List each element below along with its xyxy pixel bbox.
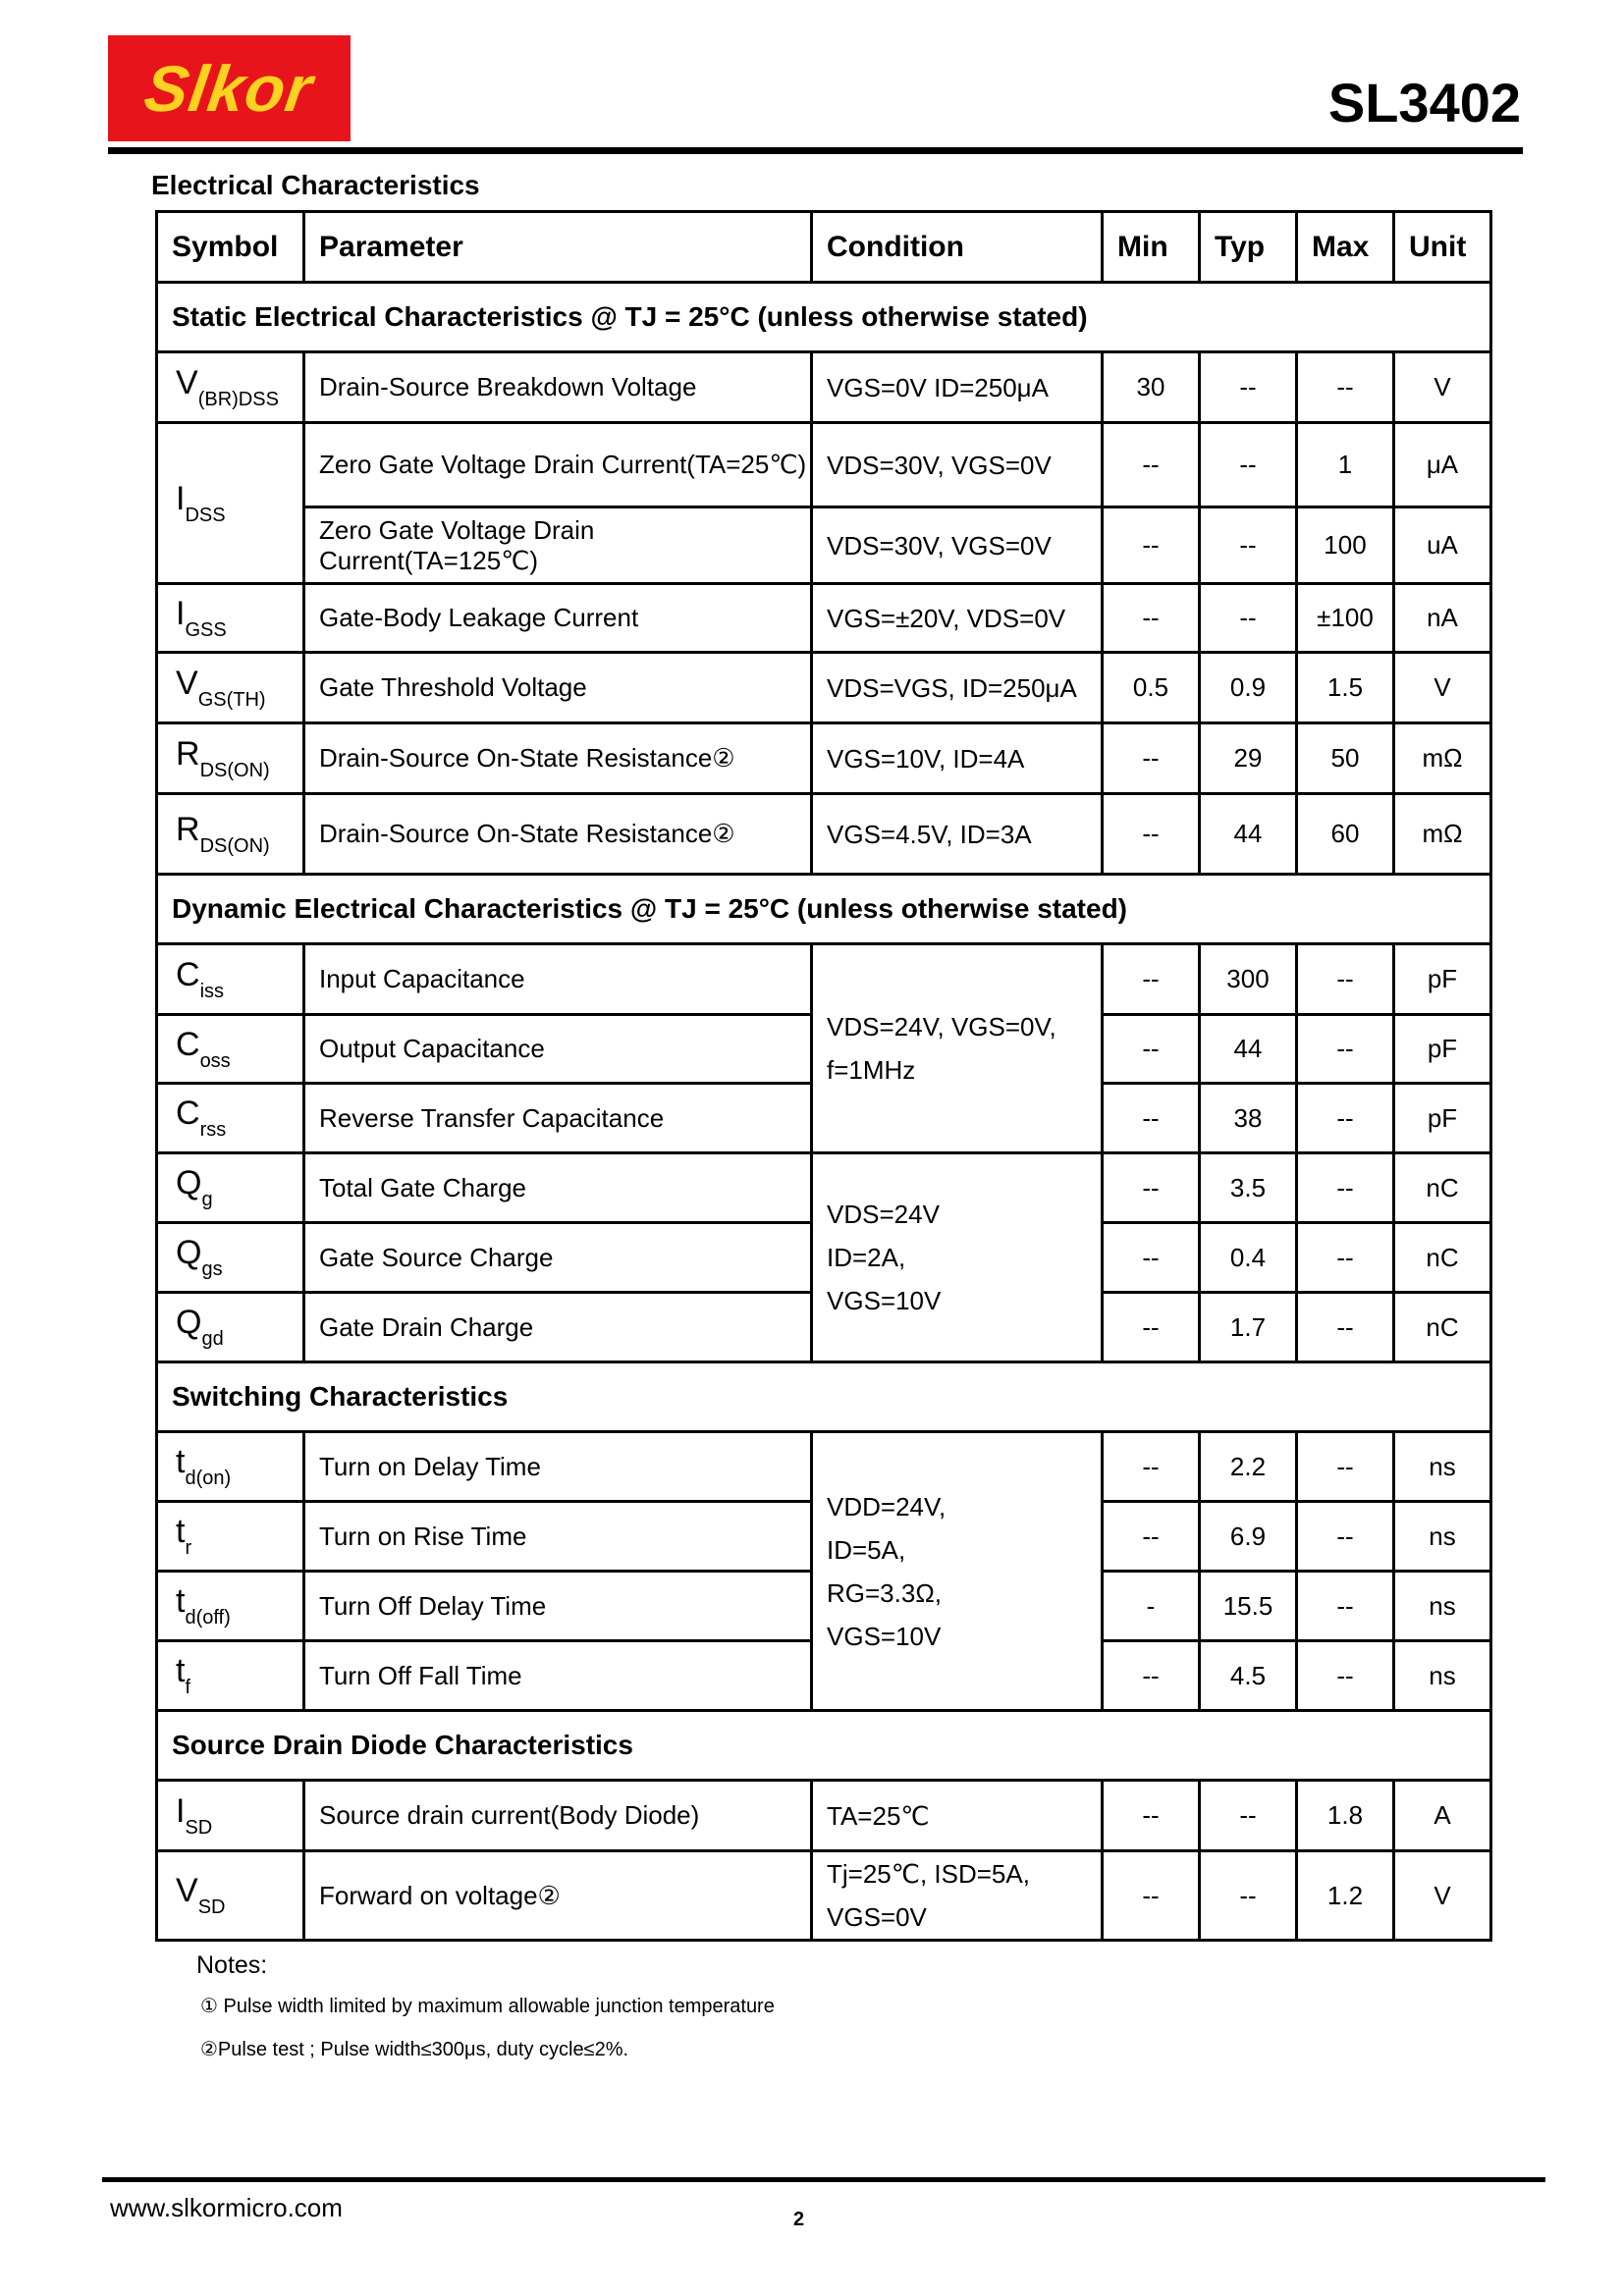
unit-cell: ns [1394,1641,1491,1711]
symbol-cell: $Q_{gs}$ [157,1223,304,1293]
symbol-cell: $R_{DS(ON)}$ [157,723,304,794]
table-row [157,653,1491,723]
col-unit: Unit [1394,212,1491,283]
typ-cell: 0.9 [1200,653,1297,723]
min-cell: -- [1103,584,1200,653]
table-row [157,944,1491,1015]
min-cell: -- [1103,1084,1200,1153]
note-2: ②Pulse test ; Pulse width≤300μs, duty cycle≤2%. [200,2039,629,2060]
typ-cell: -- [1200,507,1297,584]
col-typ: Typ [1200,212,1297,283]
table-header-row [157,212,1491,283]
parameter-cell: Output Capacitance [304,1015,812,1084]
table-row [157,1432,1491,1502]
symbol-cell: $V_{(BR)DSS}$ [157,352,304,423]
unit-cell: A [1394,1781,1491,1851]
max-cell: 1.2 [1297,1851,1394,1941]
condition-cell: VGS=4.5V, ID=3A [812,794,1103,875]
typ-cell: 300 [1200,944,1297,1015]
unit-cell: pF [1394,1015,1491,1084]
max-cell: 100 [1297,507,1394,584]
min-cell: -- [1103,1851,1200,1941]
unit-cell: ns [1394,1502,1491,1572]
condition-cell: VDS=30V, VGS=0V [812,507,1103,584]
parameter-cell: Forward on voltage② [304,1851,812,1941]
symbol-cell: $C_{iss}$ [157,944,304,1015]
typ-cell: 38 [1200,1084,1297,1153]
parameter-cell: Turn Off Delay Time [304,1572,812,1641]
typ-cell: 2.2 [1200,1432,1297,1502]
section-title: Electrical Characteristics [151,170,480,200]
min-cell: 0.5 [1103,653,1200,723]
min-cell: -- [1103,1432,1200,1502]
parameter-cell: Turn Off Fall Time [304,1641,812,1711]
max-cell: -- [1297,1223,1394,1293]
notes-title: Notes: [196,1951,268,1979]
col-condition: Condition [812,212,1103,283]
symbol-cell: $I_{SD}$ [157,1781,304,1851]
min-cell: -- [1103,723,1200,794]
notes [196,1951,775,2060]
condition-cell: VDS=VGS, ID=250μA [812,653,1103,723]
table-row [157,507,1491,584]
parameter-cell: Gate Source Charge [304,1223,812,1293]
footer-rule [102,2177,1545,2182]
symbol-cell: $I_{DSS}$ [157,423,304,584]
min-cell: -- [1103,794,1200,875]
unit-cell: mΩ [1394,794,1491,875]
max-cell: -- [1297,1015,1394,1084]
parameter-cell: Turn on Rise Time [304,1502,812,1572]
max-cell: -- [1297,1153,1394,1223]
unit-cell: V [1394,1851,1491,1941]
condition-cell: VDS=24V, VGS=0V, f=1MHz [812,944,1103,1153]
typ-cell: 3.5 [1200,1153,1297,1223]
max-cell: -- [1297,1084,1394,1153]
table-row [157,723,1491,794]
condition-cell: VGS=±20V, VDS=0V [812,584,1103,653]
min-cell: -- [1103,507,1200,584]
min-cell: -- [1103,423,1200,507]
min-cell: 30 [1103,352,1200,423]
typ-cell: 44 [1200,1015,1297,1084]
max-cell: -- [1297,1432,1394,1502]
typ-cell: -- [1200,423,1297,507]
unit-cell: μA [1394,423,1491,507]
min-cell: -- [1103,1781,1200,1851]
min-cell: -- [1103,1641,1200,1711]
unit-cell: uA [1394,507,1491,584]
condition-cell: VGS=0V ID=250μA [812,352,1103,423]
min-cell: -- [1103,1153,1200,1223]
unit-cell: pF [1394,944,1491,1015]
table-row [157,423,1491,507]
typ-cell: -- [1200,352,1297,423]
max-cell: 1.5 [1297,653,1394,723]
max-cell: 1.8 [1297,1781,1394,1851]
group-row [157,1711,1491,1781]
symbol-cell: $V_{GS(TH)}$ [157,653,304,723]
unit-cell: ns [1394,1572,1491,1641]
min-cell: -- [1103,944,1200,1015]
parameter-cell: Drain-Source Breakdown Voltage [304,352,812,423]
parameter-cell: Input Capacitance [304,944,812,1015]
unit-cell: nA [1394,584,1491,653]
group-dynamic: Dynamic Electrical Characteristics @ TJ = 25°C (unless otherwise stated) [157,875,1491,944]
symbol-cell: $I_{GSS}$ [157,584,304,653]
unit-cell: V [1394,653,1491,723]
max-cell: -- [1297,944,1394,1015]
typ-cell: 1.7 [1200,1293,1297,1362]
typ-cell: 29 [1200,723,1297,794]
col-symbol: Symbol [157,212,304,283]
max-cell: -- [1297,1572,1394,1641]
page-number: 2 [793,2209,805,2230]
parameter-cell: Gate Drain Charge [304,1293,812,1362]
unit-cell: nC [1394,1223,1491,1293]
parameter-cell: Zero Gate Voltage Drain Current(TA=125℃) [304,507,812,584]
max-cell: 50 [1297,723,1394,794]
symbol-cell: $R_{DS(ON)}$ [157,794,304,875]
condition-cell: Tj=25℃, ISD=5A, VGS=0V [812,1851,1103,1941]
col-min: Min [1103,212,1200,283]
condition-cell: VDD=24V, ID=5A, RG=3.3Ω, VGS=10V [812,1432,1103,1711]
group-row [157,875,1491,944]
col-parameter: Parameter [304,212,812,283]
max-cell: ±100 [1297,584,1394,653]
min-cell: -- [1103,1293,1200,1362]
condition-cell: VDS=30V, VGS=0V [812,423,1103,507]
parameter-cell: Zero Gate Voltage Drain Current(TA=25℃) [304,423,812,507]
symbol-cell: $t_{d(on)}$ [157,1432,304,1502]
parameter-cell: Reverse Transfer Capacitance [304,1084,812,1153]
parameter-cell: Turn on Delay Time [304,1432,812,1502]
typ-cell: 6.9 [1200,1502,1297,1572]
group-static: Static Electrical Characteristics @ TJ = 25°C (unless otherwise stated) [157,283,1491,352]
parameter-cell: Drain-Source On-State Resistance② [304,723,812,794]
symbol-cell: $t_{d(off)}$ [157,1572,304,1641]
max-cell: -- [1297,1641,1394,1711]
unit-cell: V [1394,352,1491,423]
table-row [157,1781,1491,1851]
typ-cell: 0.4 [1200,1223,1297,1293]
symbol-cell: $V_{SD}$ [157,1851,304,1941]
header-rule [108,147,1523,154]
parameter-cell: Gate Threshold Voltage [304,653,812,723]
parameter-cell: Gate-Body Leakage Current [304,584,812,653]
max-cell: -- [1297,352,1394,423]
parameter-cell: Source drain current(Body Diode) [304,1781,812,1851]
unit-cell: nC [1394,1293,1491,1362]
table-row [157,352,1491,423]
group-diode: Source Drain Diode Characteristics [157,1711,1491,1781]
footer-url[interactable]: www.slkormicro.com [110,2193,343,2222]
group-row [157,1362,1491,1432]
condition-cell: TA=25℃ [812,1781,1103,1851]
typ-cell: 15.5 [1200,1572,1297,1641]
max-cell: 1 [1297,423,1394,507]
min-cell: -- [1103,1502,1200,1572]
min-cell: -- [1103,1223,1200,1293]
symbol-cell: $t_r$ [157,1502,304,1572]
slkor-logo: Slkor [108,35,351,141]
min-cell: -- [1103,1015,1200,1084]
electrical-characteristics-table [155,210,1492,1942]
min-cell: - [1103,1572,1200,1641]
condition-cell: VDS=24V ID=2A, VGS=10V [812,1153,1103,1362]
typ-cell: -- [1200,584,1297,653]
group-row [157,283,1491,352]
table-row [157,794,1491,875]
typ-cell: -- [1200,1851,1297,1941]
unit-cell: nC [1394,1153,1491,1223]
table-row [157,1153,1491,1223]
table-row [157,584,1491,653]
max-cell: 60 [1297,794,1394,875]
col-max: Max [1297,212,1394,283]
symbol-cell: $t_f$ [157,1641,304,1711]
part-number: SL3402 [1327,72,1521,133]
symbol-cell: $C_{oss}$ [157,1015,304,1084]
typ-cell: 4.5 [1200,1641,1297,1711]
typ-cell: 44 [1200,794,1297,875]
group-switching: Switching Characteristics [157,1362,1491,1432]
symbol-cell: $Q_g$ [157,1153,304,1223]
unit-cell: ns [1394,1432,1491,1502]
note-1: ① Pulse width limited by maximum allowable junction temperature [200,1996,775,2017]
parameter-cell: Total Gate Charge [304,1153,812,1223]
condition-cell: VGS=10V, ID=4A [812,723,1103,794]
table-row [157,1851,1491,1941]
typ-cell: -- [1200,1781,1297,1851]
unit-cell: mΩ [1394,723,1491,794]
parameter-cell: Drain-Source On-State Resistance② [304,794,812,875]
symbol-cell: $C_{rss}$ [157,1084,304,1153]
max-cell: -- [1297,1293,1394,1362]
max-cell: -- [1297,1502,1394,1572]
symbol-cell: $Q_{gd}$ [157,1293,304,1362]
unit-cell: pF [1394,1084,1491,1153]
